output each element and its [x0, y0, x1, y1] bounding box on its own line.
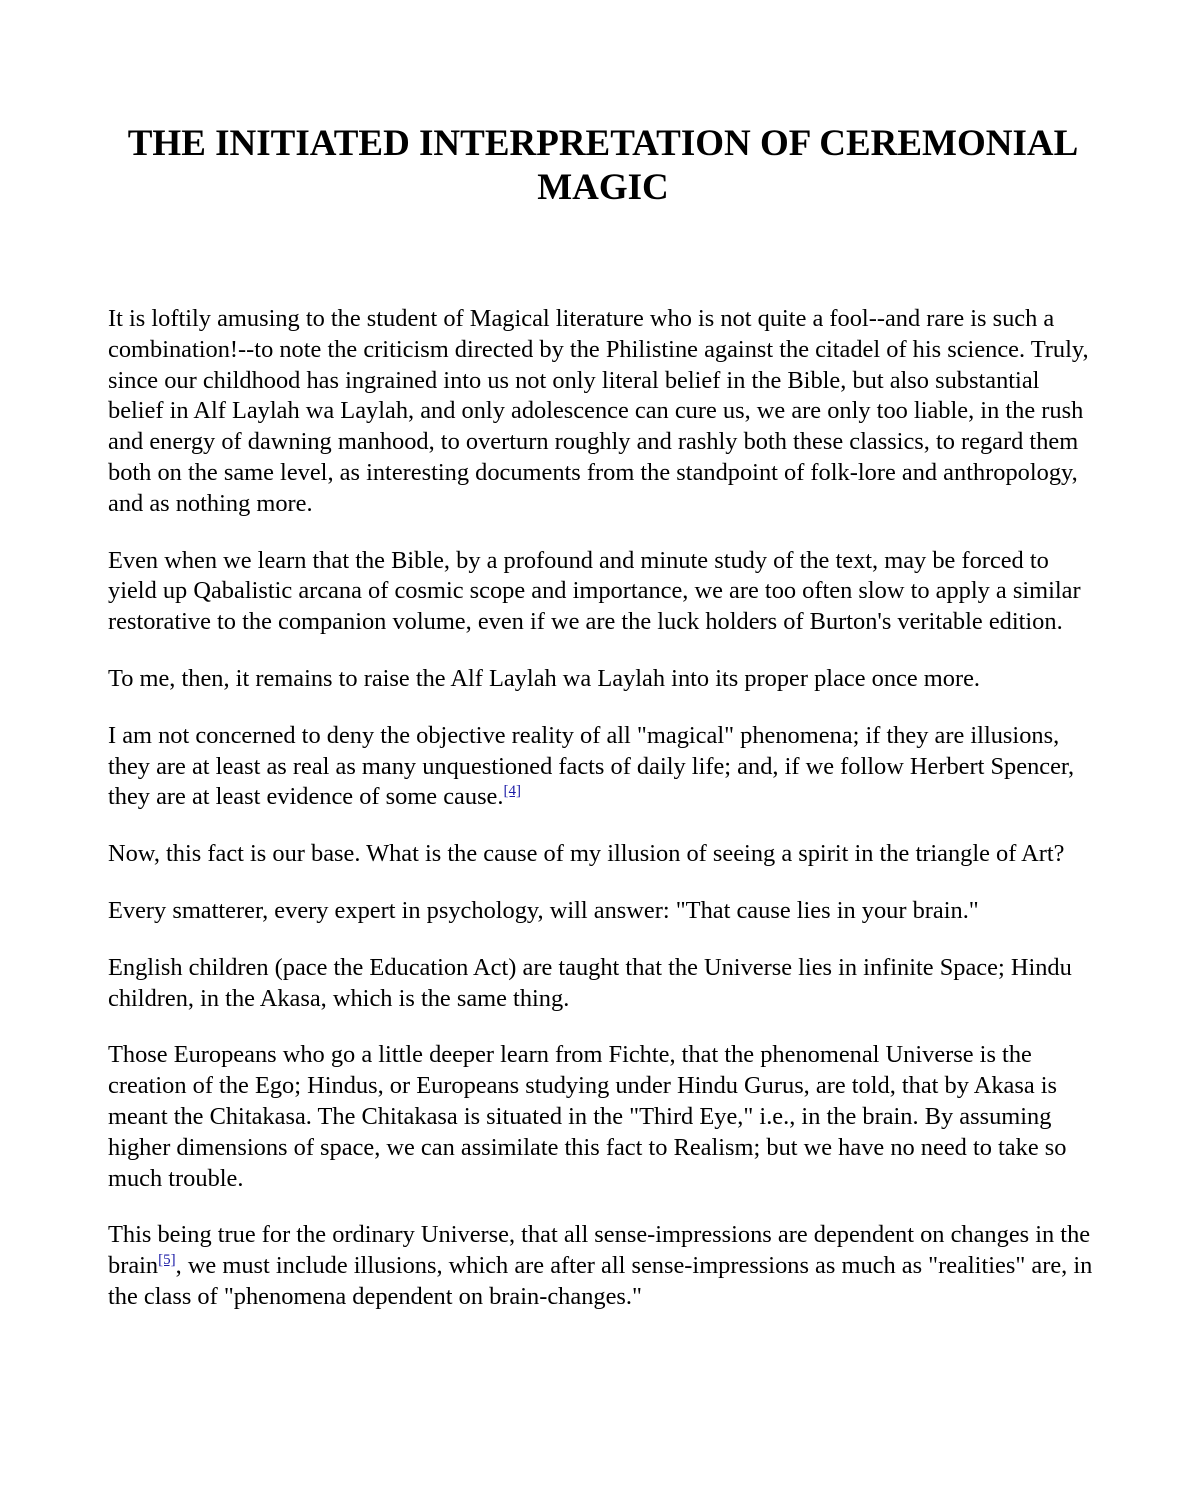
paragraph [108, 721, 1098, 813]
paragraph-text: English children (pace the Education Act) are taught that the Universe lies in infinite Space; Hindu children, in the Akasa, which is the same thing. [108, 953, 1072, 1012]
paragraph [108, 664, 1098, 695]
paragraph [108, 304, 1098, 520]
paragraph [108, 1040, 1098, 1194]
paragraph-text: , we must include illusions, which are after all sense-impressions as much as "realities" are, in the class of "phenomena dependent on brain-changes." [108, 1252, 1093, 1310]
document-page [108, 0, 1098, 1339]
paragraph [108, 546, 1098, 638]
paragraph-text: I am not concerned to deny the objective reality of all "magical" phenomena; if they are illusions, they are at least as real as many unquestioned facts of daily life; and, if we follow Herbert Spencer, they are at least evidence of some cause. [108, 721, 1075, 811]
paragraph-text: This being true for the ordinary Universe, that all sense-impressions are dependent on changes in the brain [108, 1221, 1091, 1280]
footnote-link-5[interactable]: [5] [158, 1252, 176, 1269]
paragraph-text: It is loftily amusing to the student of Magical literature who is not quite a fool--and rare is such a combination!--to note the criticism directed by the Philistine against the citadel of his science. Truly, since our childhood has ingrained into us not only literal belief in the Bible, but also substantial belief in Alf Laylah wa Laylah, and only adolescence can cure us, we are only too liable, in the rush and energy of dawning manhood, to overturn roughly and rashly both these classics, to regard them both on the same level, as interesting documents from the standpoint of folk-lore and anthropology, and as nothing more. [108, 305, 1089, 517]
paragraph [108, 839, 1098, 870]
body-text [108, 304, 1098, 1313]
paragraph-text: Even when we learn that the Bible, by a profound and minute study of the text, may be forced to yield up Qabalistic arcana of cosmic scope and importance, we are too often slow to apply a similar restorative to the companion volume, even if we are the luck holders of Burton's veritable edition. [108, 546, 1081, 636]
paragraph-text: Every smatterer, every expert in psychology, will answer: "That cause lies in your brain." [108, 896, 979, 924]
footnote-link-4[interactable]: [4] [503, 783, 521, 800]
page-title: THE INITIATED INTERPRETATION OF CEREMONIAL MAGIC [127, 123, 1079, 208]
paragraph [108, 896, 1098, 927]
paragraph-text: Now, this fact is our base. What is the cause of my illusion of seeing a spirit in the triangle of Art? [108, 840, 1065, 868]
paragraph [108, 1220, 1098, 1312]
paragraph-text: Those Europeans who go a little deeper learn from Fichte, that the phenomenal Universe is the creation of the Ego; Hindus, or Europeans studying under Hindu Gurus, are told, that by Akasa is meant the Chitakasa. The Chitakasa is situated in the "Third Eye," i.e., in the brain. By assuming higher dimensions of space, we can assimilate this fact to Realism; but we have no need to take so much trouble. [108, 1041, 1067, 1192]
paragraph [108, 953, 1098, 1015]
paragraph-text: To me, then, it remains to raise the Alf Laylah wa Laylah into its proper place once more. [108, 664, 980, 692]
